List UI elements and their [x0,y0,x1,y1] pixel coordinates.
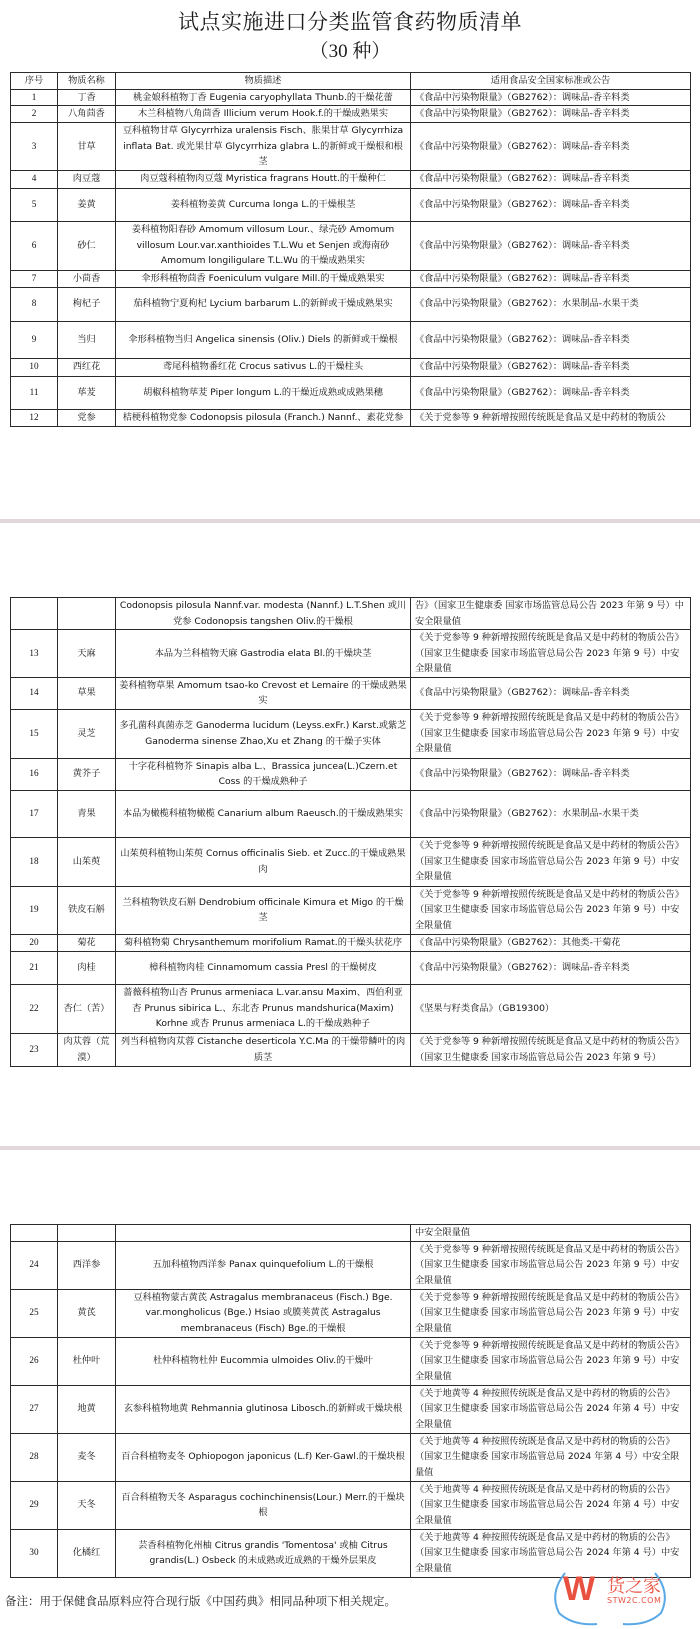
cell-name: 化橘红 [58,1529,116,1577]
cell-name: 姜黄 [58,188,116,221]
cell-standard: 《食品中污染物限量》（GB2762）：调味品-香辛料类 [411,89,691,106]
table-row [11,934,691,951]
cell-description: 本品为兰科植物天麻 Gastrodia elata Bl.的干燥块茎 [116,630,411,678]
cell-standard: 《关于地黄等 4 种按照传统既是食品又是中药材的物质的公告》（国家卫生健康委 国家市场监管总局公告 2024 年第 4 号）中安全限量值 [411,1385,691,1433]
cell-description: 本品为橄榄科植物橄榄 Canarium album Raeusch.的干燥成熟果实 [116,790,411,837]
cell-standard: 《关于党参等 9 种新增按照传统既是食品又是中药材的物质公告》（国家卫生健康委 国家市场监管总局公告 2023 年第 9 号） [411,1033,691,1066]
table-row [11,170,691,188]
cell-description: 鸢尾科植物番红花 Crocus sativus L.的干燥柱头 [116,358,411,376]
table-row [11,321,691,358]
cell-name: 灵芝 [58,709,116,758]
cell-standard: 《关于党参等 9 种新增按照传统既是食品又是中药材的物质公告》（国家卫生健康委 国家市场监管总局公告 2023 年第 9 号）中安全限量值 [411,1241,691,1289]
cell-standard: 《食品中污染物限量》（GB2762）：调味品-香辛料类 [411,758,691,790]
cell-number: 30 [11,1529,58,1577]
cell-standard: 《食品中污染物限量》（GB2762）：调味品-香辛料类 [411,321,691,358]
table-row [11,1241,691,1289]
table-row [11,89,691,106]
cell-number: 20 [11,934,58,951]
cell-name: 西红花 [58,358,116,376]
cell-description: 豆科植物甘草 Glycyrrhiza uralensis Fisch、胀果甘草 Glycyrrhiza inflata Bat. 或光果甘草 Glycyrrhiza glabra L.的新鲜或干燥根和根茎 [116,123,411,171]
cell-number: 14 [11,677,58,709]
cell-name: 天冬 [58,1481,116,1529]
cell-name [58,598,116,630]
cell-description: 胡椒科植物荜茇 Piper longum L.的干燥近成熟或成熟果穗 [116,376,411,409]
cell-description: Codonopsis pilosula Nannf.var. modesta (Nannf.) L.T.Shen 或川党参 Codonopsis tangshen Oliv.的干燥根 [116,598,411,630]
cell-description: 山茱萸科植物山茱萸 Cornus officinalis Sieb. et Zucc.的干燥成熟果肉 [116,837,411,886]
page-separator [0,1146,700,1150]
cell-name: 麦冬 [58,1433,116,1481]
watermark-url: STW2C.COM [607,1596,662,1605]
cell-standard: 《食品中污染物限量》（GB2762）：调味品-香辛料类 [411,123,691,171]
cell-description: 桔梗科植物党参 Codonopsis pilosula (Franch.) Nannf.、素花党参 [116,409,411,426]
cell-description: 桃金娘科植物丁香 Eugenia caryophyllata Thunb.的干燥花蕾 [116,89,411,106]
table-row [11,221,691,270]
table-row [11,1481,691,1529]
cell-description: 多孔菌科真菌赤芝 Ganoderma lucidum (Leyss.exFr.) Karst.或紫芝 Ganoderma sinense Zhao,Xu et Zhang 的干燥子实体 [116,709,411,758]
table-row [11,1337,691,1385]
cell-number: 1 [11,89,58,106]
table-row [11,287,691,321]
cell-name: 丁香 [58,89,116,106]
cell-number: 6 [11,221,58,270]
cell-standard: 《关于党参等 9 种新增按照传统既是食品又是中药材的物质公告》（国家卫生健康委 国家市场监管总局公告 2023 年第 9 号）中安全限量值 [411,630,691,678]
cell-number: 16 [11,758,58,790]
cell-standard: 《食品中污染物限量》（GB2762）：调味品-香辛料类 [411,170,691,188]
cell-number: 11 [11,376,58,409]
table-row [11,1033,691,1066]
cell-number: 27 [11,1385,58,1433]
cell-standard: 中安全限量值 [411,1225,691,1242]
cell-description: 木兰科植物八角茴香 Illicium verum Hook.f.的干燥成熟果实 [116,106,411,123]
table-row [11,409,691,426]
table-row [11,188,691,221]
cell-number: 9 [11,321,58,358]
cell-name: 当归 [58,321,116,358]
cell-number: 12 [11,409,58,426]
substance-table-page-1 [10,72,691,427]
cell-standard: 《食品中污染物限量》（GB2762）：调味品-香辛料类 [411,106,691,123]
table-row [11,790,691,837]
table-row [11,886,691,934]
cell-name: 黄芥子 [58,758,116,790]
cell-description: 伞形科植物茴香 Foeniculum vulgare Mill.的干燥成熟果实 [116,270,411,287]
cell-description: 伞形科植物当归 Angelica sinensis (Oliv.) Diels 的新鲜或干燥根 [116,321,411,358]
cell-name: 肉豆蔻 [58,170,116,188]
cell-description: 列当科植物肉苁蓉 Cistanche deserticola Y.C.Ma 的干燥带鳞叶的肉质茎 [116,1033,411,1066]
cell-description: 兰科植物铁皮石斛 Dendrobium officinale Kimura et Migo 的干燥茎 [116,886,411,934]
cell-standard: 《坚果与籽类食品》（GB19300） [411,984,691,1033]
cell-name: 铁皮石斛 [58,886,116,934]
cell-standard: 《食品中污染物限量》（GB2762）：调味品-香辛料类 [411,270,691,287]
footnote: 备注：用于保健食品原料应符合现行版《中国药典》相同品种项下相关规定。 [5,1594,396,1608]
table-row [11,951,691,984]
table-row [11,677,691,709]
cell-number: 4 [11,170,58,188]
cell-name: 小茴香 [58,270,116,287]
cell-number: 5 [11,188,58,221]
cell-description: 菊科植物菊 Chrysanthemum morifolium Ramat.的干燥头状花序 [116,934,411,951]
table-row [11,1225,691,1242]
cell-number: 13 [11,630,58,678]
cell-name: 天麻 [58,630,116,678]
cell-name: 山茱萸 [58,837,116,886]
cell-name: 地黄 [58,1385,116,1433]
cell-description: 玄参科植物地黄 Rehmannia glutinosa Libosch.的新鲜或干燥块根 [116,1385,411,1433]
table-row [11,1289,691,1337]
cell-standard: 《关于地黄等 4 种按照传统既是食品又是中药材的物质的公告》（国家卫生健康委 国家市场监管总局公告 2024 年第 4 号）中安全限量值 [411,1529,691,1577]
cell-standard: 《食品中污染物限量》（GB2762）：水果制品-水果干类 [411,790,691,837]
substance-table-page-3 [10,1224,691,1578]
cell-standard: 《关于地黄等 4 种按照传统既是食品又是中药材的物质的公告》（国家卫生健康委 国家市场监管总局 2024 年第 4 号）中安全限量值 [411,1433,691,1481]
cell-name: 杜仲叶 [58,1337,116,1385]
cell-number: 15 [11,709,58,758]
cell-name: 草果 [58,677,116,709]
cell-name: 砂仁 [58,221,116,270]
cell-name: 八角茴香 [58,106,116,123]
cell-number: 8 [11,287,58,321]
cell-number: 17 [11,790,58,837]
cell-number: 10 [11,358,58,376]
cell-standard: 《食品中污染物限量》（GB2762）：水果制品-水果干类 [411,287,691,321]
cell-number: 3 [11,123,58,171]
cell-number: 18 [11,837,58,886]
cell-description: 姜科植物阳春砂 Amomum villosum Lour.、绿壳砂 Amomum villosum Lour.var.xanthioides T.L.Wu et Senjen 或海南砂 Amomum longiligulare T.L.Wu 的干燥成熟果实 [116,221,411,270]
cell-name: 肉桂 [58,951,116,984]
substance-table-page-2 [10,597,691,1067]
cell-standard: 《关于党参等 9 种新增按照传统既是食品又是中药材的物质公 [411,409,691,426]
cell-description: 茄科植物宁夏枸杞 Lycium barbarum L.的新鲜或干燥成熟果实 [116,287,411,321]
page-separator [0,519,700,523]
table-row [11,758,691,790]
cell-name: 枸杞子 [58,287,116,321]
cell-number: 26 [11,1337,58,1385]
watermark-w-icon: W [563,1570,596,1608]
cell-description: 杜仲科植物杜仲 Eucommia ulmoides Oliv.的干燥叶 [116,1337,411,1385]
cell-standard: 《关于党参等 9 种新增按照传统既是食品又是中药材的物质公告》（国家卫生健康委 国家市场监管总局公告 2023 年第 9 号）中安全限量值 [411,837,691,886]
table-row [11,270,691,287]
cell-name [58,1225,116,1242]
cell-name: 杏仁（苦） [58,984,116,1033]
cell-number: 22 [11,984,58,1033]
cell-description: 豆科植物蒙古黄芪 Astragalus membranaceus (Fisch.) Bge. var.mongholicus (Bge.) Hsiao 或膜荚黄芪 Astragalus membranaceus (Fisch) Bge.的干燥根 [116,1289,411,1337]
cell-number: 28 [11,1433,58,1481]
cell-name: 党参 [58,409,116,426]
cell-standard: 《食品中污染物限量》（GB2762）：其他类-干菊花 [411,934,691,951]
cell-number: 2 [11,106,58,123]
table-row [11,358,691,376]
cell-description: 百合科植物麦冬 Ophiopogon japonicus (L.f) Ker-Gawl.的干燥块根 [116,1433,411,1481]
watermark-logo [545,1568,675,1628]
table-row [11,709,691,758]
cell-number: 19 [11,886,58,934]
table-row [11,984,691,1033]
cell-standard: 《食品中污染物限量》（GB2762）：调味品-香辛料类 [411,221,691,270]
table-row [11,1385,691,1433]
table-row [11,376,691,409]
cell-number: 21 [11,951,58,984]
header-description: 物质描述 [116,73,411,90]
cell-description: 肉豆蔻科植物肉豆蔻 Myristica fragrans Houtt.的干燥种仁 [116,170,411,188]
cell-description: 芸香科植物化州柚 Citrus grandis 'Tomentosa' 或柚 Citrus grandis(L.) Osbeck 的未成熟或近成熟的干燥外层果皮 [116,1529,411,1577]
cell-standard: 《关于党参等 9 种新增按照传统既是食品又是中药材的物质公告》（国家卫生健康委 国家市场监管总局公告 2023 年第 9 号）中安全限量值 [411,886,691,934]
cell-number [11,598,58,630]
table-row [11,630,691,678]
cell-name: 青果 [58,790,116,837]
cell-number: 23 [11,1033,58,1066]
cell-name: 西洋参 [58,1241,116,1289]
cell-standard: 《关于党参等 9 种新增按照传统既是食品又是中药材的物质公告》（国家卫生健康委 国家市场监管总局公告 2023 年第 9 号）中安全限量值 [411,1289,691,1337]
document-subtitle: （30 种） [309,41,391,62]
table-header-row [11,73,691,90]
cell-number: 7 [11,270,58,287]
cell-standard: 《关于地黄等 4 种按照传统既是食品又是中药材的物质的公告》（国家卫生健康委 国家市场监管总局公告 2024 年第 4 号）中安全限量值 [411,1481,691,1529]
cell-description: 百合科植物天冬 Asparagus cochinchinensis(Lour.) Merr.的干燥块根 [116,1481,411,1529]
cell-number: 24 [11,1241,58,1289]
cell-name: 黄芪 [58,1289,116,1337]
cell-description: 姜科植物草果 Amomum tsao-ko Crevost et Lemaire 的干燥成熟果实 [116,677,411,709]
cell-description: 樟科植物肉桂 Cinnamomum cassia Presl 的干燥树皮 [116,951,411,984]
header-number: 序号 [11,73,58,90]
header-name: 物质名称 [58,73,116,90]
cell-number: 25 [11,1289,58,1337]
header-standard: 适用食品安全国家标准或公告 [411,73,691,90]
cell-standard: 《食品中污染物限量》（GB2762）：调味品-香辛料类 [411,188,691,221]
table-row [11,837,691,886]
table-row [11,106,691,123]
table-row [11,1433,691,1481]
cell-number [11,1225,58,1242]
cell-description: 五加科植物西洋参 Panax quinquefolium L.的干燥根 [116,1241,411,1289]
cell-name: 甘草 [58,123,116,171]
cell-number: 29 [11,1481,58,1529]
cell-standard: 《食品中污染物限量》（GB2762）：调味品-香辛料类 [411,358,691,376]
cell-name: 菊花 [58,934,116,951]
cell-description: 十字花科植物芥 Sinapis alba L.、Brassica juncea(L.)Czern.et Coss 的干燥成熟种子 [116,758,411,790]
cell-name: 荜茇 [58,376,116,409]
table-row [11,123,691,171]
table-row [11,598,691,630]
cell-description: 姜科植物姜黄 Curcuma longa L.的干燥根茎 [116,188,411,221]
document-title: 试点实施进口分类监管食药物质清单 [178,10,522,34]
cell-standard: 《食品中污染物限量》（GB2762）：调味品-香辛料类 [411,376,691,409]
cell-standard: 《关于党参等 9 种新增按照传统既是食品又是中药材的物质公告》（国家卫生健康委 国家市场监管总局公告 2023 年第 9 号）中安全限量值 [411,709,691,758]
cell-standard: 《食品中污染物限量》（GB2762）：调味品-香辛料类 [411,951,691,984]
watermark-text: 货之家 [607,1576,661,1597]
cell-standard: 《食品中污染物限量》（GB2762）：调味品-香辛料类 [411,677,691,709]
cell-standard: 《关于党参等 9 种新增按照传统既是食品又是中药材的物质公告》（国家卫生健康委 国家市场监管总局公告 2023 年第 9 号）中安全限量值 [411,1337,691,1385]
cell-name: 肉苁蓉（荒漠） [58,1033,116,1066]
cell-standard: 告》（国家卫生健康委 国家市场监管总局公告 2023 年第 9 号）中安全限量值 [411,598,691,630]
cell-description [116,1225,411,1242]
cell-description: 蔷薇科植物山杏 Prunus armeniaca L.var.ansu Maxim、西伯利亚杏 Prunus sibirica L.、东北杏 Prunus mandshurica(Maxim) Korhne 或杏 Prunus armeniaca L.的干燥成熟种子 [116,984,411,1033]
